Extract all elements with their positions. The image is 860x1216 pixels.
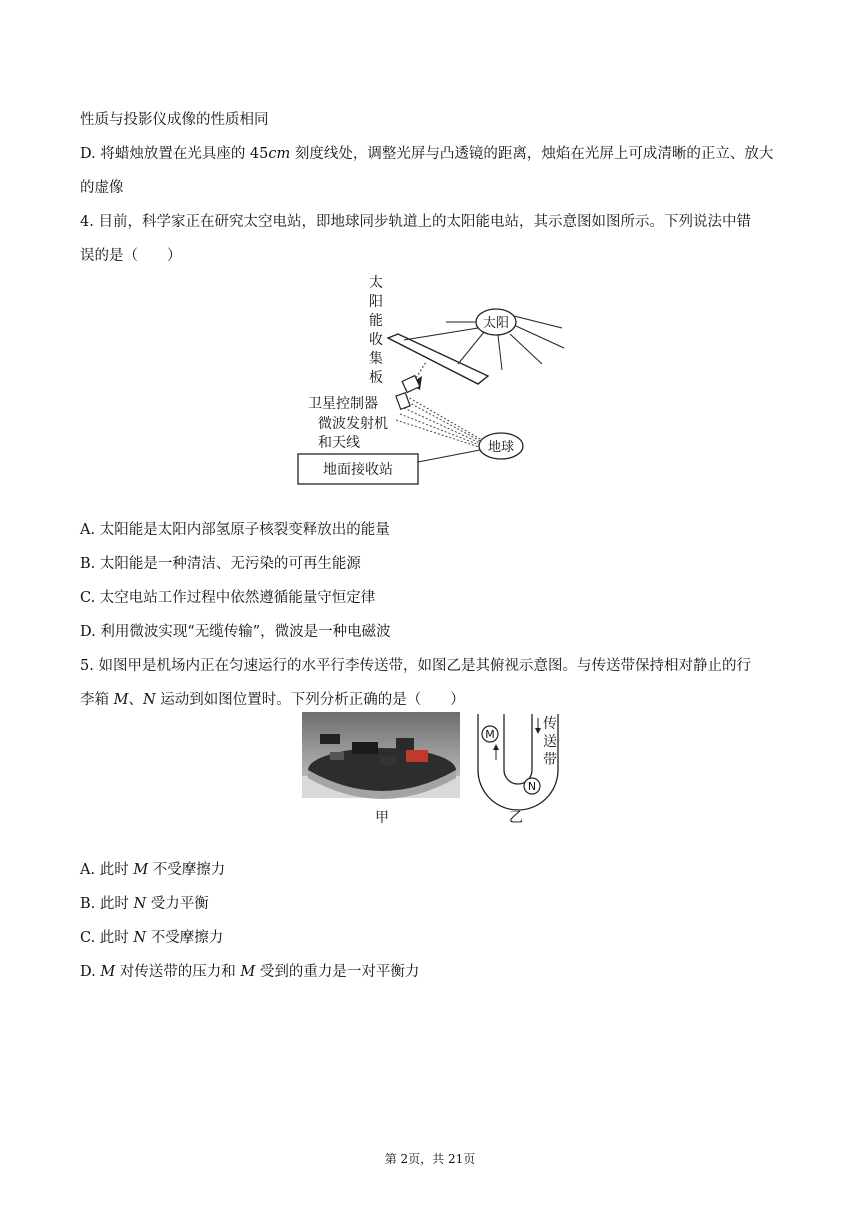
belt-inner-edge — [504, 714, 532, 784]
luggage — [352, 742, 378, 754]
sun-label: 太阳 — [482, 316, 510, 331]
arrowhead — [493, 744, 499, 750]
q3-option-d-text-a: D. 将蜡烛放置在光具座的 45 — [80, 146, 269, 162]
q5-option-d-text: 对传送带的压力和 — [115, 964, 241, 980]
q5-option-a — [80, 860, 225, 880]
solar-panel-edge — [388, 338, 478, 384]
luggage — [380, 756, 396, 766]
panel-label-char: 能 — [369, 313, 383, 329]
var-m: M — [100, 964, 116, 980]
page-footer: 第 2页，共 21页 — [384, 1152, 476, 1166]
var-n: N — [133, 896, 147, 912]
q3-continuation: 性质与投影仪成像的性质相同 — [80, 112, 269, 128]
q5-option-b-text: B. 此时 — [80, 896, 134, 912]
q5-stem-line1: 5. 如图甲是机场内正在匀速运行的水平行李传送带，如图乙是其俯视示意图。与传送带保持相对静止的行 — [80, 658, 751, 674]
caption-jia: 甲 — [375, 810, 389, 826]
q5-stem-text: 、 — [128, 692, 143, 708]
q5-stem-text: 李箱 — [80, 692, 114, 708]
q4-stem-line1: 4. 目前，科学家正在研究太空电站，即地球同步轨道上的太阳能电站，其示意图如图所示。下列说法中错 — [80, 214, 751, 230]
q4-option-c: C. 太空电站工作过程中依然遵循能量守恒定律 — [80, 590, 376, 606]
q5-option-d-text: D. — [80, 964, 101, 980]
carousel-top-view — [474, 712, 564, 832]
panel-label-char: 收 — [369, 332, 383, 348]
luggage — [330, 752, 344, 760]
q4-option-d: D. 利用微波实现“无缆传输”，微波是一种电磁波 — [80, 624, 391, 640]
carousel-photo — [302, 712, 462, 832]
space-power-station-figure — [296, 272, 572, 490]
q4-stem-line2: 误的是（ ） — [80, 248, 182, 264]
earth-label: 地球 — [487, 440, 515, 455]
controller-box — [402, 376, 420, 393]
luggage — [320, 734, 340, 744]
q4-option-b: B. 太阳能是一种清洁、无污染的可再生能源 — [80, 556, 361, 572]
q5-option-d — [80, 962, 419, 982]
controller-label: 卫星控制器 — [308, 396, 378, 412]
panel-label-char: 太 — [369, 275, 383, 291]
var-m: M — [133, 862, 149, 878]
panel-label-char: 阳 — [369, 294, 383, 310]
luggage — [396, 738, 414, 750]
q4-option-a: A. 太阳能是太阳内部氢原子核裂变释放出的能量 — [80, 522, 390, 538]
panel-label-char: 板 — [369, 370, 383, 386]
arrowhead — [535, 728, 541, 734]
q5-option-d-text: 受到的重力是一对平衡力 — [255, 964, 420, 980]
solar-panel — [388, 334, 488, 384]
luggage-m-label: M — [485, 728, 495, 741]
q3-option-d — [80, 144, 773, 164]
var-n: N — [133, 930, 147, 946]
q3-option-d-cont: 的虚像 — [80, 180, 124, 196]
var-n: N — [142, 692, 156, 708]
q5-option-c-text: C. 此时 — [80, 930, 134, 946]
var-m: M — [113, 692, 129, 708]
q5-option-b-text: 受力平衡 — [146, 896, 209, 912]
microwave-label-2: 和天线 — [318, 435, 360, 451]
q5-stem-line2 — [80, 690, 465, 710]
microwave-label-1: 微波发射机 — [318, 416, 388, 432]
q3-option-d-text-b: 刻度线处，调整光屏与凸透镜的距离，烛焰在光屏上可成清晰的正立、放大 — [290, 146, 774, 162]
caption-yi: 乙 — [509, 810, 523, 826]
var-m: M — [240, 964, 256, 980]
q5-option-a-text: 不受摩擦力 — [148, 862, 226, 878]
q5-stem-text: 运动到如图位置时。下列分析正确的是（ ） — [155, 692, 465, 708]
q5-option-c — [80, 928, 223, 948]
panel-label-char: 集 — [369, 351, 383, 367]
ground-station-label: 地面接收站 — [323, 462, 393, 478]
antenna-box — [396, 393, 410, 410]
unit-cm: cm — [268, 146, 291, 162]
belt-label-char: 传 — [543, 716, 557, 732]
belt-label-char: 送 — [543, 734, 557, 750]
luggage-red — [406, 750, 428, 762]
ground-station-pointer — [418, 450, 480, 462]
q5-option-c-text: 不受摩擦力 — [146, 930, 224, 946]
beam-up — [416, 362, 426, 378]
q5-option-b — [80, 894, 209, 914]
q5-option-a-text: A. 此时 — [80, 862, 134, 878]
luggage-n-label: N — [527, 780, 537, 793]
belt-label-char: 带 — [543, 752, 557, 768]
